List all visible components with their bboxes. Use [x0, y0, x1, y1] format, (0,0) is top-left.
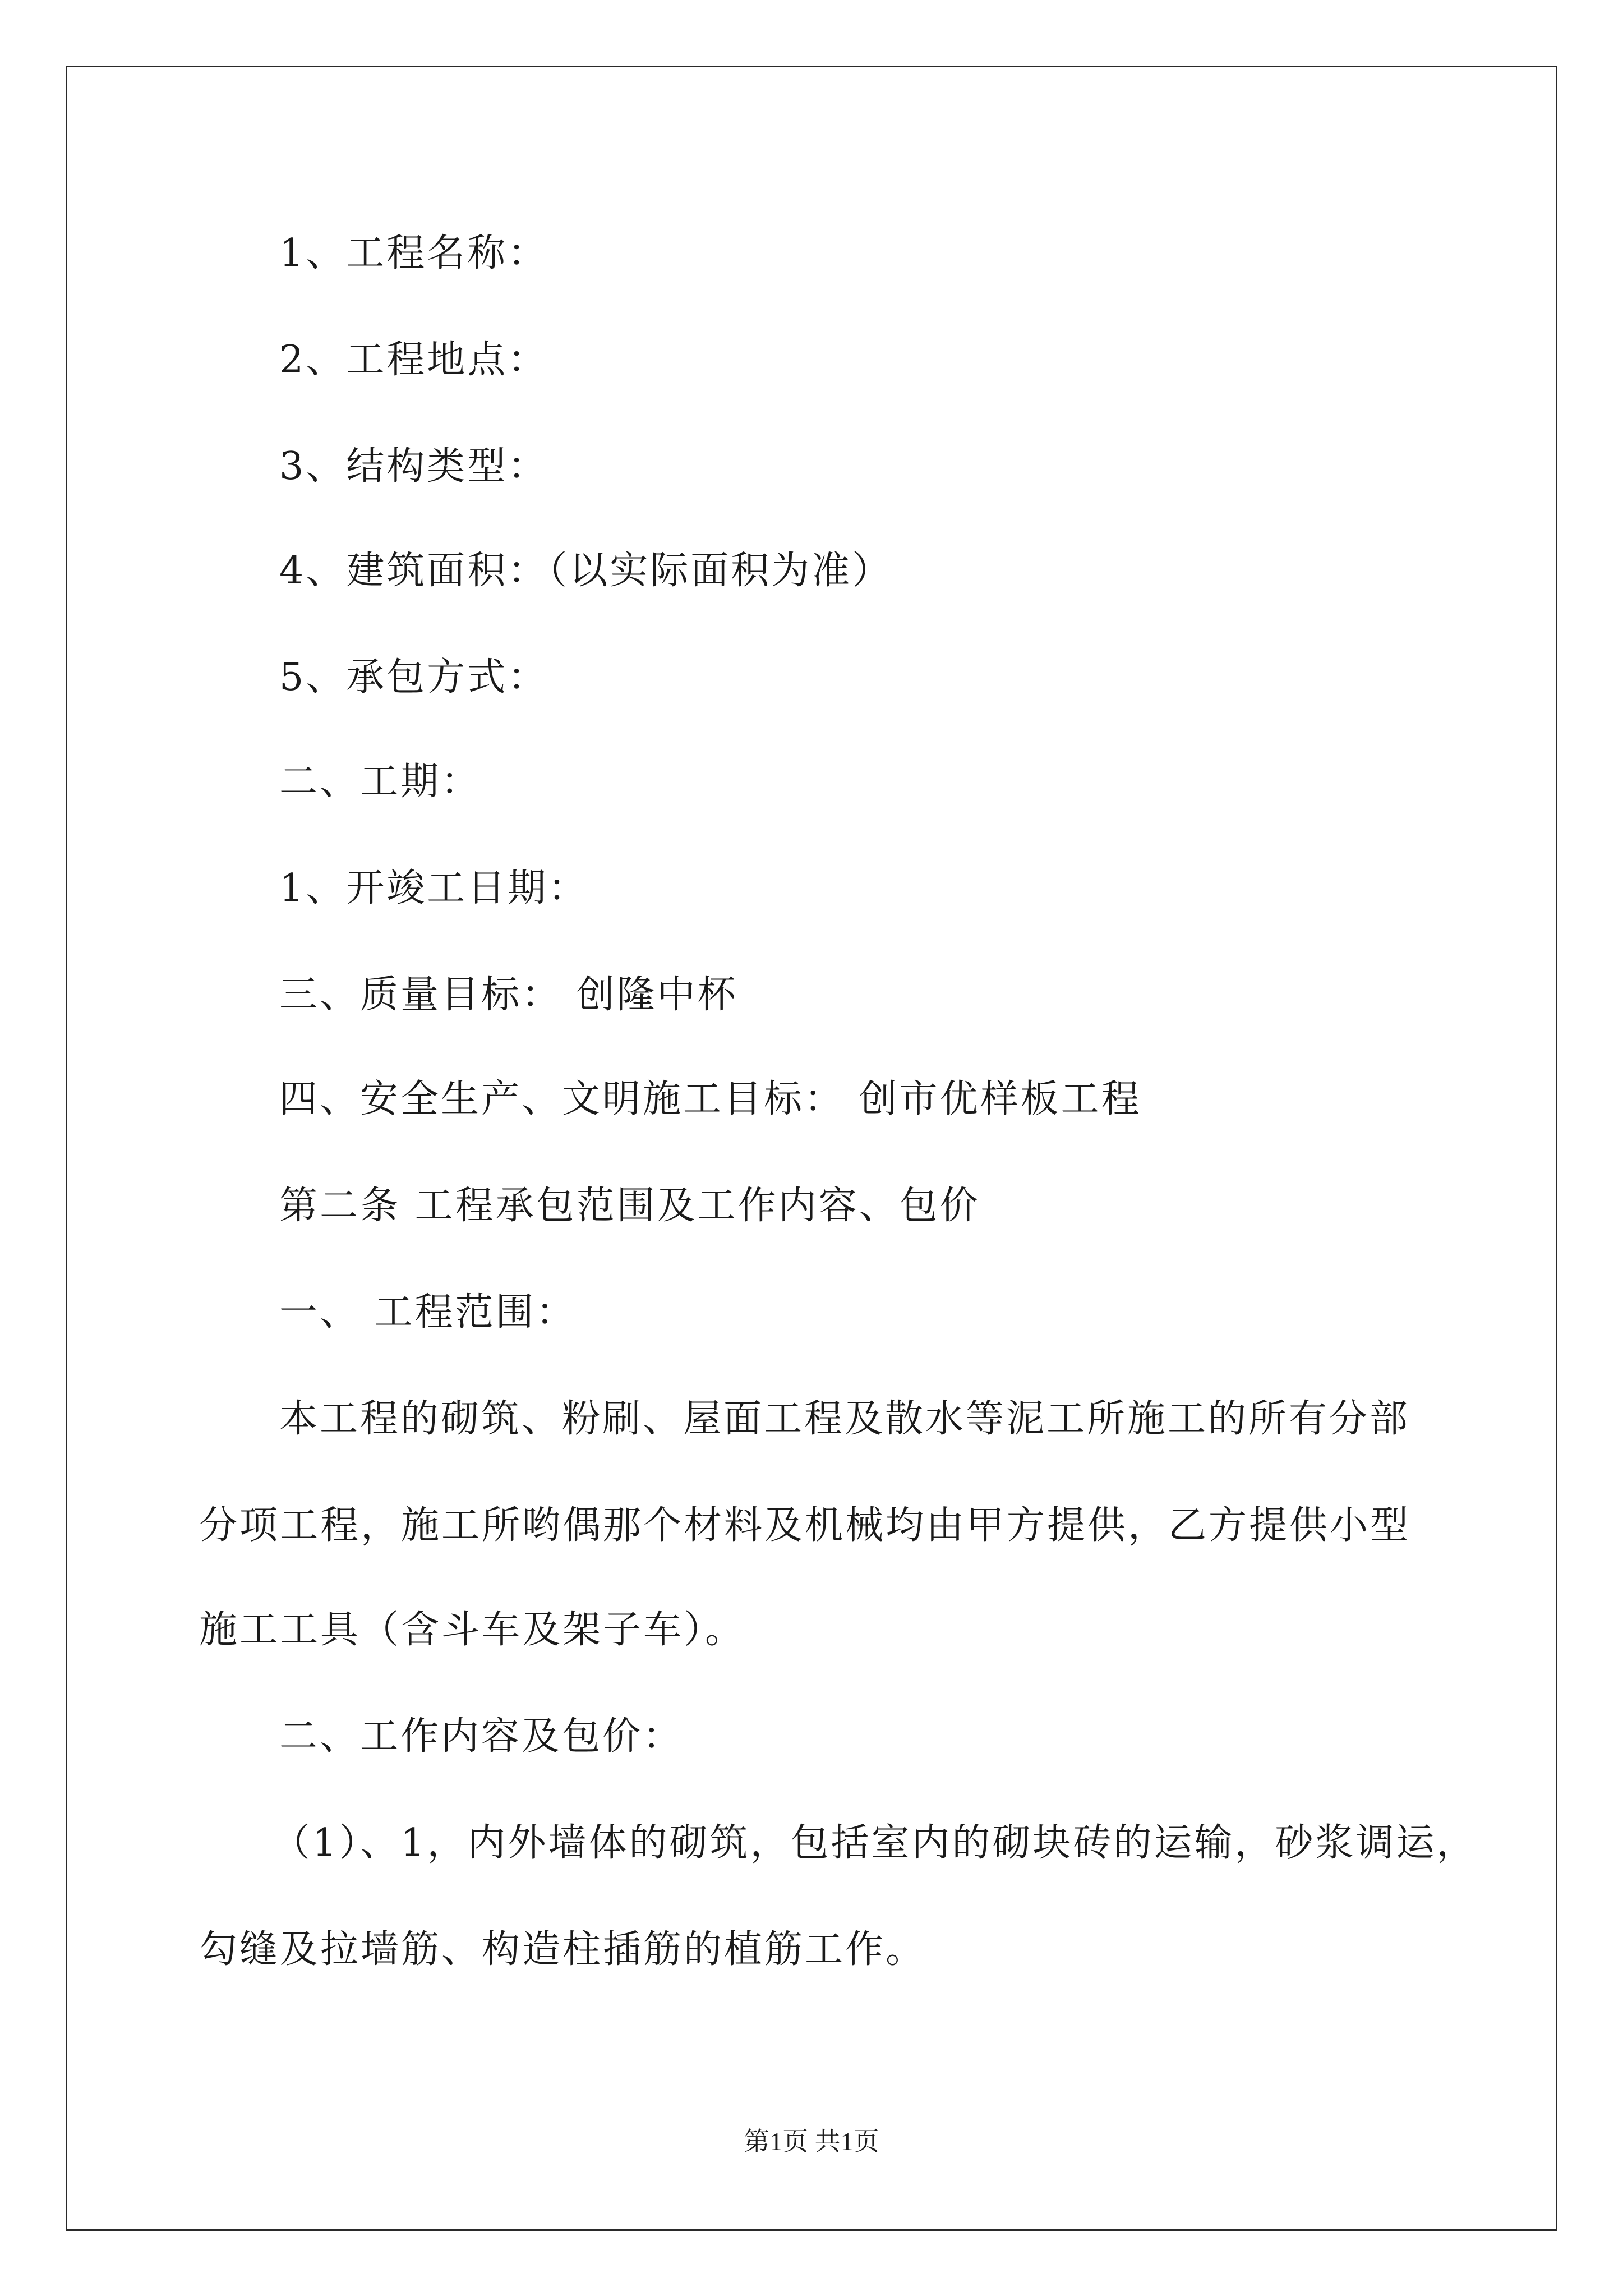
text-line-structure-type: 3、结构类型：	[279, 444, 548, 489]
text-line-scope-paragraph-1: 本工程的砌筑、粉刷、屋面工程及散水等泥工所施工的所有分部	[279, 1397, 1410, 1441]
text-line-quality-target: 三、质量目标： 创隆中杯	[279, 973, 738, 1017]
text-line-project-location: 2、工程地点：	[279, 338, 548, 382]
text-line-work-item-1-continued: 勾缝及拉墙筋、构造柱插筋的植筋工作。	[199, 1927, 926, 1972]
text-line-scope-paragraph-3: 施工工具（含斗车及架子车）。	[199, 1608, 746, 1652]
text-line-scope-paragraph-2: 分项工程，施工所哟偶那个材料及机械均由甲方提供，乙方提供小型	[199, 1503, 1411, 1548]
text-line-start-end-date: 1、开竣工日期：	[279, 866, 589, 910]
page-footer: 第1页 共1页	[744, 2127, 879, 2156]
text-line-contract-method: 5、承包方式：	[279, 655, 548, 700]
text-line-safety-target: 四、安全生产、文明施工目标： 创市优样板工程	[279, 1077, 1142, 1121]
text-line-building-area: 4、建筑面积：（以实际面积为准）	[279, 549, 893, 593]
text-line-work-item-1: （1）、1，内外墙体的砌筑，包括室内的砌块砖的运输，砂浆调运，	[272, 1821, 1477, 1865]
text-line-project-name: 1、工程名称：	[279, 231, 548, 275]
text-line-section-period: 二、工期：	[279, 760, 482, 804]
text-line-work-content-heading: 二、工作内容及包价：	[279, 1714, 684, 1759]
text-line-article-two-heading: 第二条 工程承包范围及工作内容、包价	[279, 1184, 980, 1228]
text-line-project-scope: 一、 工程范围：	[279, 1290, 577, 1335]
page-border	[66, 66, 1557, 2231]
